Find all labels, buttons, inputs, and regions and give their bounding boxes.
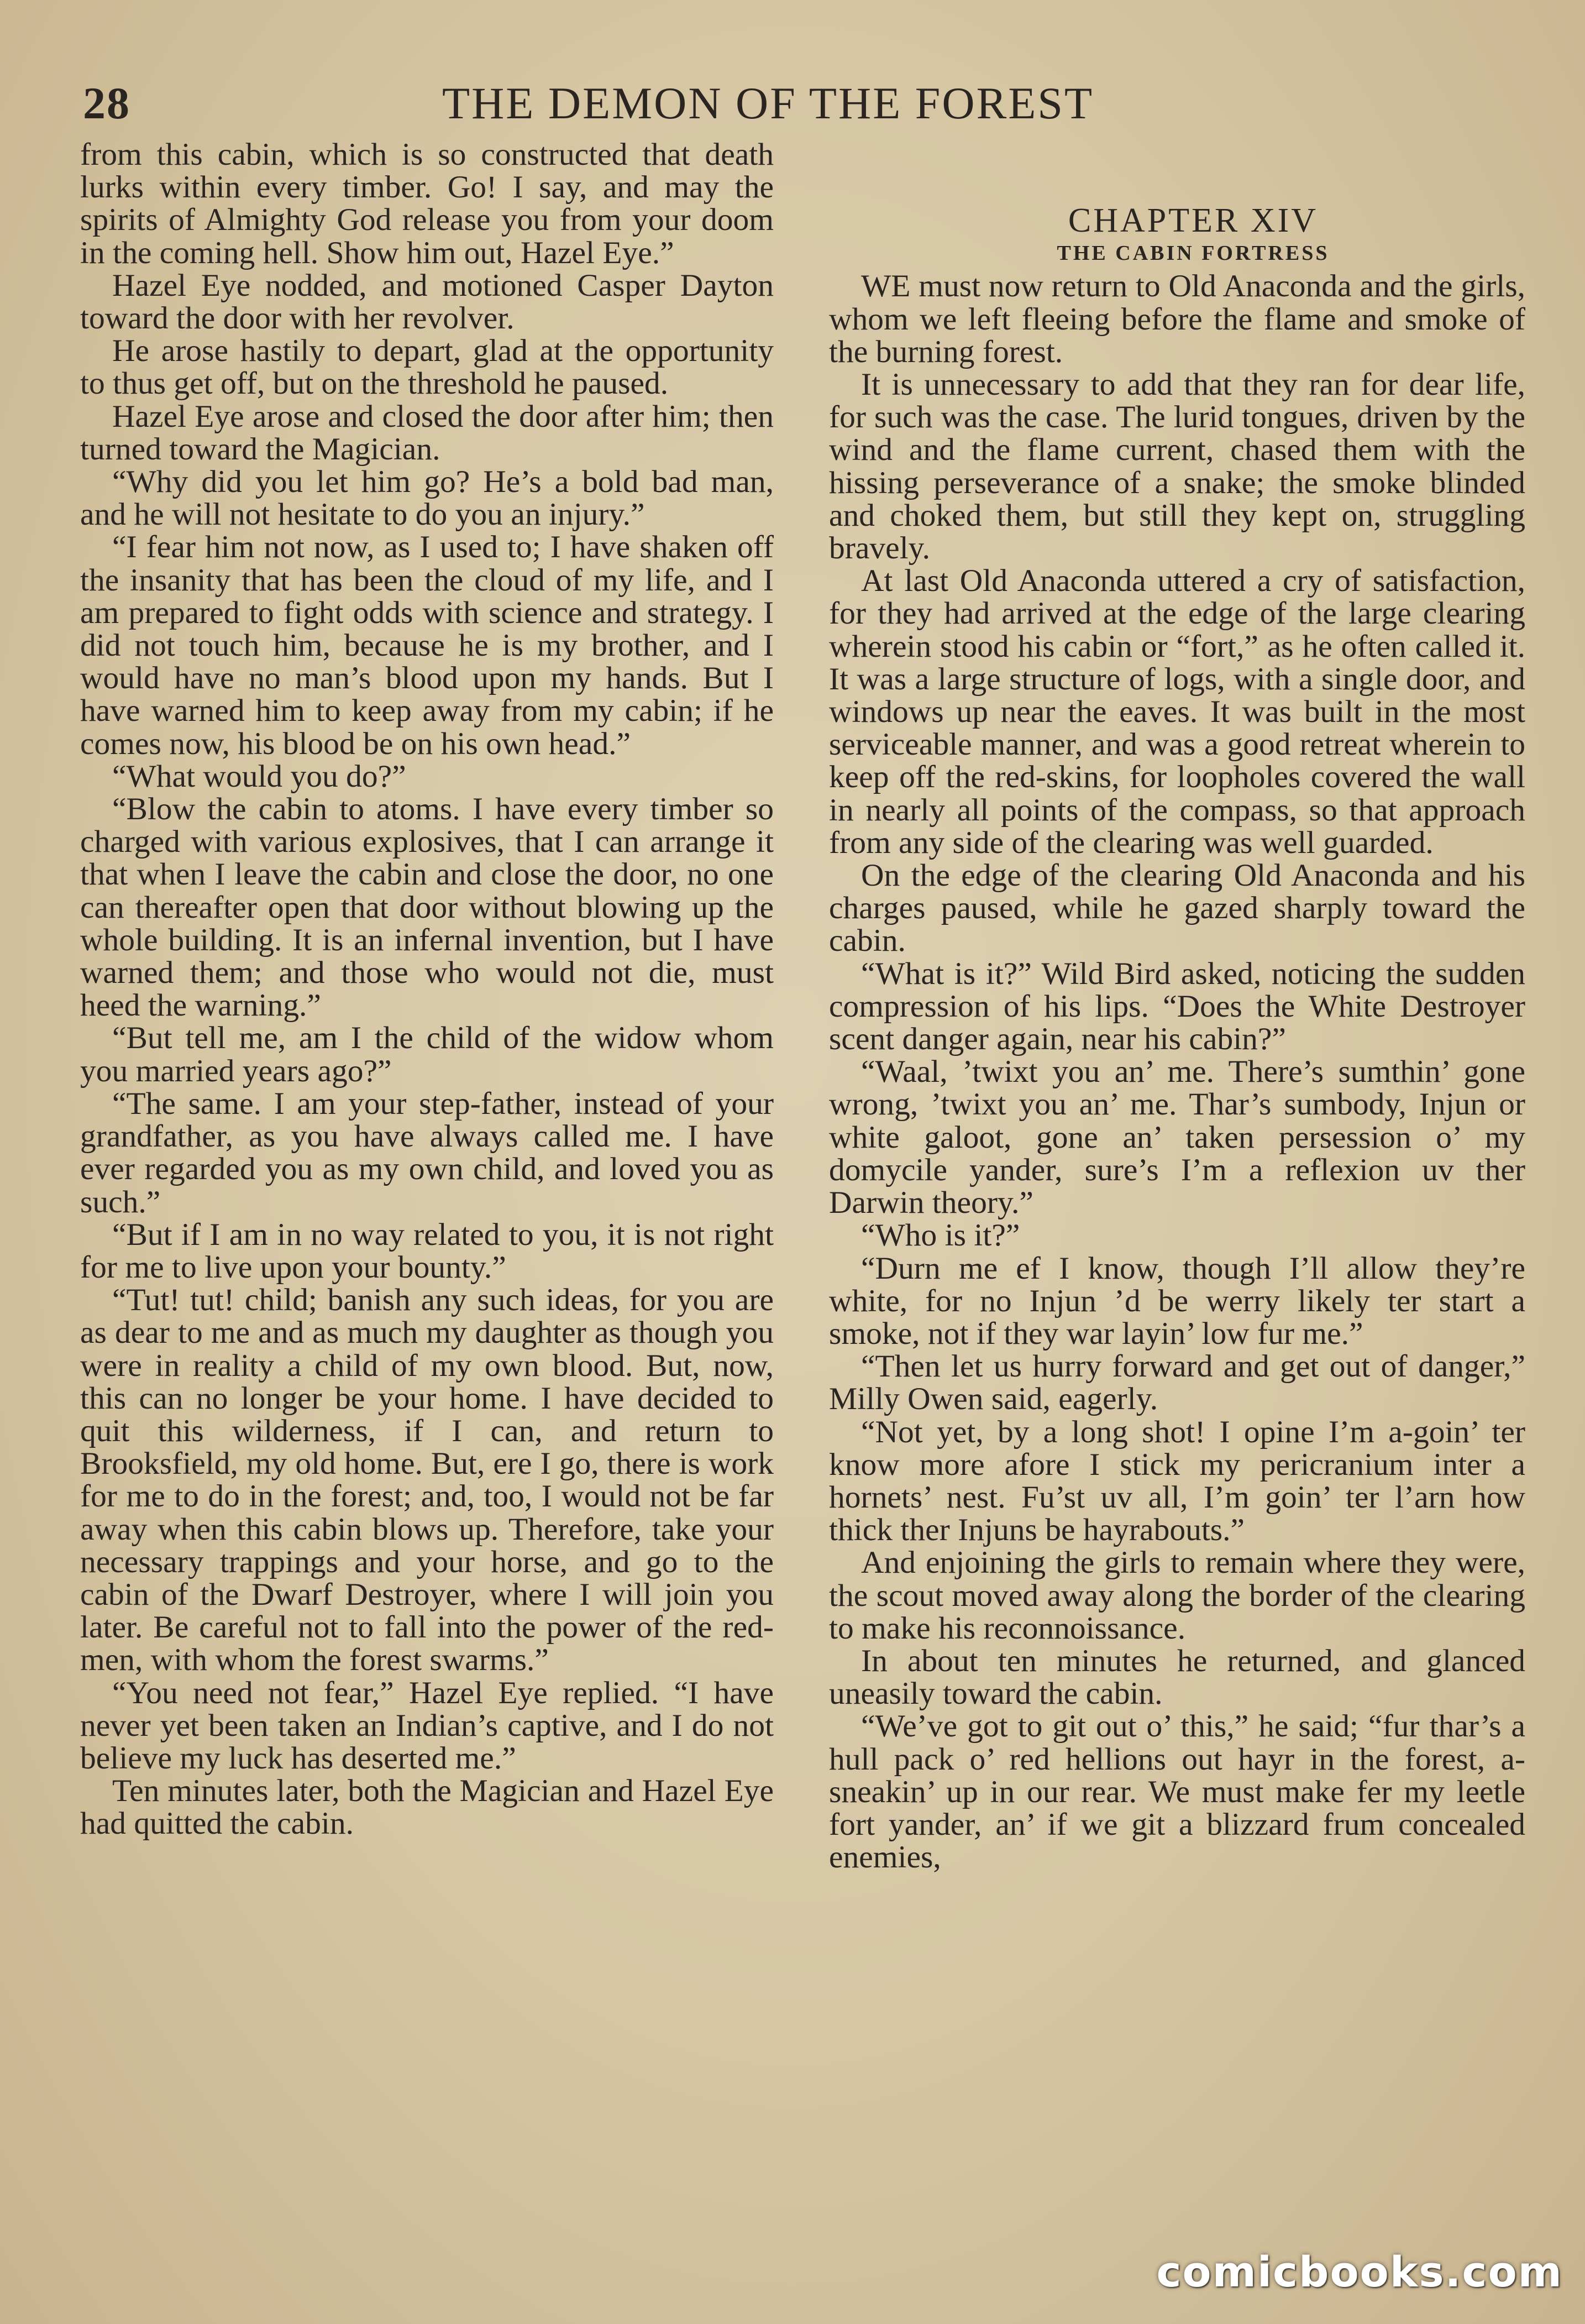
paragraph: “Not yet, by a long shot! I opine I’m a-goin’ ter know more afore I stick my pericranium inter a hornets’ nest. Fu’st uv all, I’m goin’ ter l’arn how thick ther Injuns be hayrabouts.” <box>829 1414 1525 1548</box>
paragraph: “Who is it?” <box>861 1218 1020 1253</box>
paragraph: Ten minutes later, both the Magician and Hazel Eye had quitted the cabin. <box>80 1773 774 1841</box>
chapter-heading: CHAPTER XIV <box>1068 202 1319 239</box>
paragraph: “The same. I am your step-father, instead of your grandfather, as you have always called me. I have ever regarded you as my own child, and loved you as such.” <box>80 1086 774 1219</box>
left-text-column <box>80 138 774 1840</box>
page-number: 28 <box>83 78 130 128</box>
paragraph: from this cabin, which is so constructed that death lurks within every timber. Go! I say, and may the spirits of Almighty God release you from your doom in the coming hell. Show him out, Hazel Eye.” <box>80 137 774 270</box>
chapter-title: THE CABIN FORTRESS <box>1057 242 1330 265</box>
paragraph: “But if I am in no way related to you, it is not right for me to live upon your bounty.” <box>80 1217 774 1285</box>
paragraph: “Why did you let him go? He’s a bold bad man, and he will not hesitate to do you an injury.” <box>80 464 774 532</box>
paragraph: It is unnecessary to add that they ran for dear life, for such was the case. The lurid tongues, driven by the wind and the flame current, chased them with the hissing perseverance of a snake; the smoke blinded and choked them, but still they kept on, struggling bravely. <box>829 367 1525 566</box>
paragraph: “Durn me ef I know, though I’ll allow they’re white, for no Injun ’d be werry likely ter start a smoke, not if they war layin’ low fur me.” <box>829 1250 1525 1351</box>
paragraph: In about ten minutes he returned, and glanced uneasily toward the cabin. <box>829 1643 1525 1711</box>
paragraph: “Then let us hurry forward and get out of danger,” Milly Owen said, eagerly. <box>829 1349 1525 1417</box>
paragraph: “What would you do?” <box>112 758 406 794</box>
paragraph: “I fear him not now, as I used to; I have shaken off the insanity that has been the cloud of my life, and I am prepared to fight odds with science and strategy. I did not touch him, because he is my brother, and I would have no man’s blood upon my hands. But I have warned him to keep away from my cabin; if he comes now, his blood be on his own head.” <box>80 530 774 761</box>
paragraph: Hazel Eye arose and closed the door after him; then turned toward the Magician. <box>80 399 774 467</box>
right-text-column <box>829 202 1525 1875</box>
paragraph: “But tell me, am I the child of the widow whom you married years ago?” <box>80 1020 774 1088</box>
paragraph: Hazel Eye nodded, and motioned Casper Dayton toward the door with her revolver. <box>80 268 774 336</box>
paragraph: “Tut! tut! child; banish any such ideas, for you are as dear to me and as much my daughter as though you were in reality a child of my own blood. But, now, this can no longer be your home. I have decided to quit this wilderness, if I can, and return to Brooksfield, my old home. But, ere I go, there is work for me to do in the forest; and, too, I would not be far away when this cabin blows up. Therefore, take your necessary trappings and your horse, and go to the cabin of the Dwarf Destroyer, where I will join you later. Be careful not to fall into the power of the red-men, with whom the forest swarms.” <box>80 1283 774 1678</box>
paragraph: On the edge of the clearing Old Anaconda and his charges paused, while he gazed sharply toward the cabin. <box>829 858 1525 959</box>
paragraph: And enjoining the girls to remain where they were, the scout moved away along the border of the clearing to make his reconnoissance. <box>829 1545 1525 1646</box>
paragraph: “Blow the cabin to atoms. I have every timber so charged with various explosives, that I can arrange it that when I leave the cabin and close the door, no one can thereafter open that door without blowing up the whole building. It is an infernal invention, but I have warned them; and those who would not die, must heed the warning.” <box>80 792 774 1023</box>
page-header <box>83 77 1498 138</box>
paragraph: At last Old Anaconda uttered a cry of satisfaction, for they had arrived at the edge of the large clearing wherein stood his cabin or “fort,” as he often called it. It was a large structure of logs, with a single door, and windows up near the eaves. It was built in the most serviceable manner, and was a good retreat wherein to keep off the red-skins, for loopholes covered the wall in nearly all points of the compass, so that approach from any side of the clearing was well guarded. <box>829 563 1525 860</box>
paragraph: “We’ve got to git out o’ this,” he said; “fur thar’s a hull pack o’ red hellions out hayr in the forest, a-sneakin’ up in our rear. We must make fer my leetle fort yander, an’ if we git a blizzard frum concealed enemies, <box>829 1709 1525 1875</box>
running-title: THE DEMON OF THE FOREST <box>442 78 1094 128</box>
paragraph: “You need not fear,” Hazel Eye replied. “I have never yet been taken an Indian’s captive, and I do not believe my luck has deserted me.” <box>80 1675 774 1776</box>
paragraph: WE must now return to Old Anaconda and the girls, whom we left fleeing before the flame and smoke of the burning forest. <box>829 269 1525 369</box>
site-watermark: comicbooks.com <box>1156 2247 1563 2296</box>
paragraph: He arose hastily to depart, glad at the opportunity to thus get off, but on the threshold he paused. <box>80 333 774 401</box>
paragraph: “Waal, ’twixt you an’ me. There’s sumthin’ gone wrong, ’twixt you an’ me. Thar’s sumbody, Injun or white galoot, gone an’ taken persession o’ my domycile yander, sure’s I’m a reflexion uv ther Darwin theory.” <box>829 1054 1525 1221</box>
paragraph: “What is it?” Wild Bird asked, noticing the sudden compression of his lips. “Does the White Destroyer scent danger again, near his cabin?” <box>829 956 1525 1057</box>
